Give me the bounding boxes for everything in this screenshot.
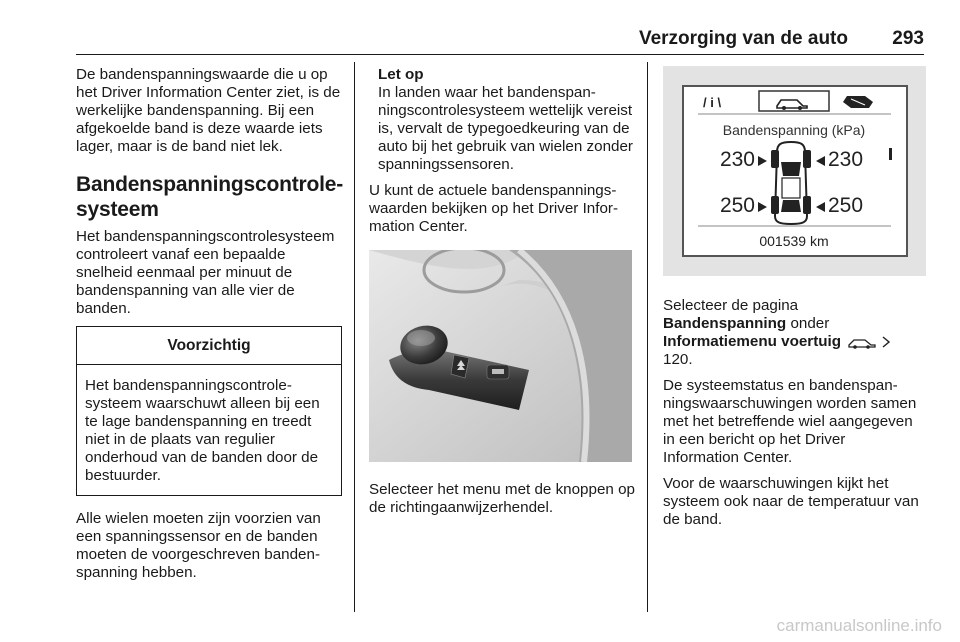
note-body: In landen waar het bandenspanningscontrolesysteem wettelijk vereist is, vervalt de typegoedkeuring van de auto bij het gebruik van wielen zonder spanningssensoren. <box>378 84 633 173</box>
page-reference: 120. <box>663 351 693 368</box>
stalk-photo <box>369 250 632 462</box>
note-title: Let op <box>378 66 424 83</box>
tpms-display-illustration <box>663 66 926 276</box>
pressure-front-right: 230 <box>828 148 864 171</box>
watermark: carmanualsonline.info <box>776 616 942 635</box>
column-2 <box>369 66 635 525</box>
intro-paragraph: De bandenspanningswaarde die u op het Driver Information Center ziet, is de werkelijke bandenspanning. Bij een afgekoelde band is deze waarde iets lager, maar is de band niet lek. <box>76 66 341 155</box>
select-text-under: onder <box>790 315 830 332</box>
pressure-rear-right: 250 <box>828 194 864 217</box>
column-1 <box>76 66 342 590</box>
select-text: Selecteer de pagina <box>663 297 799 314</box>
column-divider-2 <box>647 62 648 612</box>
caution-box <box>76 326 342 496</box>
caution-body: Het bandenspanningscontrolesysteem waarschuwt alleen bij een te lage bandenspanning en treedt niet in de plaats van regulier onderhoud van de banden door de bestuurder. <box>85 377 320 484</box>
header-rule <box>76 54 924 55</box>
status-paragraph: De systeemstatus en bandenspanningswaarschuwingen worden samen met het betreffende wiel aangegeven in een bericht op het Driver Information Center. <box>663 377 917 466</box>
column-3 <box>663 66 925 537</box>
car-topview-icon <box>771 142 811 224</box>
car-icon <box>847 335 877 349</box>
display-odometer: 001539 km <box>759 233 829 249</box>
menu-page-name: Bandenspanning <box>663 315 787 332</box>
temperature-paragraph: Voor de waarschuwingen kijkt het systeem ook naar de temperatuur van de band. <box>663 475 919 528</box>
section-heading: Bandenspanningscontrolesysteem <box>76 173 344 221</box>
note-block <box>378 66 635 174</box>
sensor-paragraph: Alle wielen moeten zijn voorzien van een spanningssensor en de banden moeten de voorgeschreven bandenspanning hebben. <box>76 510 321 581</box>
column-divider-1 <box>354 62 355 612</box>
page-header <box>76 28 924 52</box>
pressure-front-left: 230 <box>719 148 755 171</box>
page-reference-icon <box>881 335 891 349</box>
page-number: 293 <box>892 28 924 49</box>
view-values-paragraph: U kunt de actuele bandenspanningswaarden bekijken op het Driver Information Center. <box>369 182 619 235</box>
display-tab-left: / i \ <box>703 95 722 110</box>
caution-title: Voorzichtig <box>77 327 341 365</box>
photo-caption: Selecteer het menu met de knoppen op de richtingaanwijzerhendel. <box>369 481 635 516</box>
menu-name: Informatiemenu voertuig <box>663 333 842 350</box>
display-title: Bandenspanning (kPa) <box>722 122 866 138</box>
section-title: Verzorging van de auto <box>638 28 848 49</box>
select-page-instruction <box>663 297 925 369</box>
pressure-rear-left: 250 <box>719 194 755 217</box>
tpms-paragraph: Het bandenspanningscontrolesysteem controleert vanaf een bepaalde snelheid eenmaal per minuut de bandenspanning van alle vier de banden. <box>76 228 335 317</box>
